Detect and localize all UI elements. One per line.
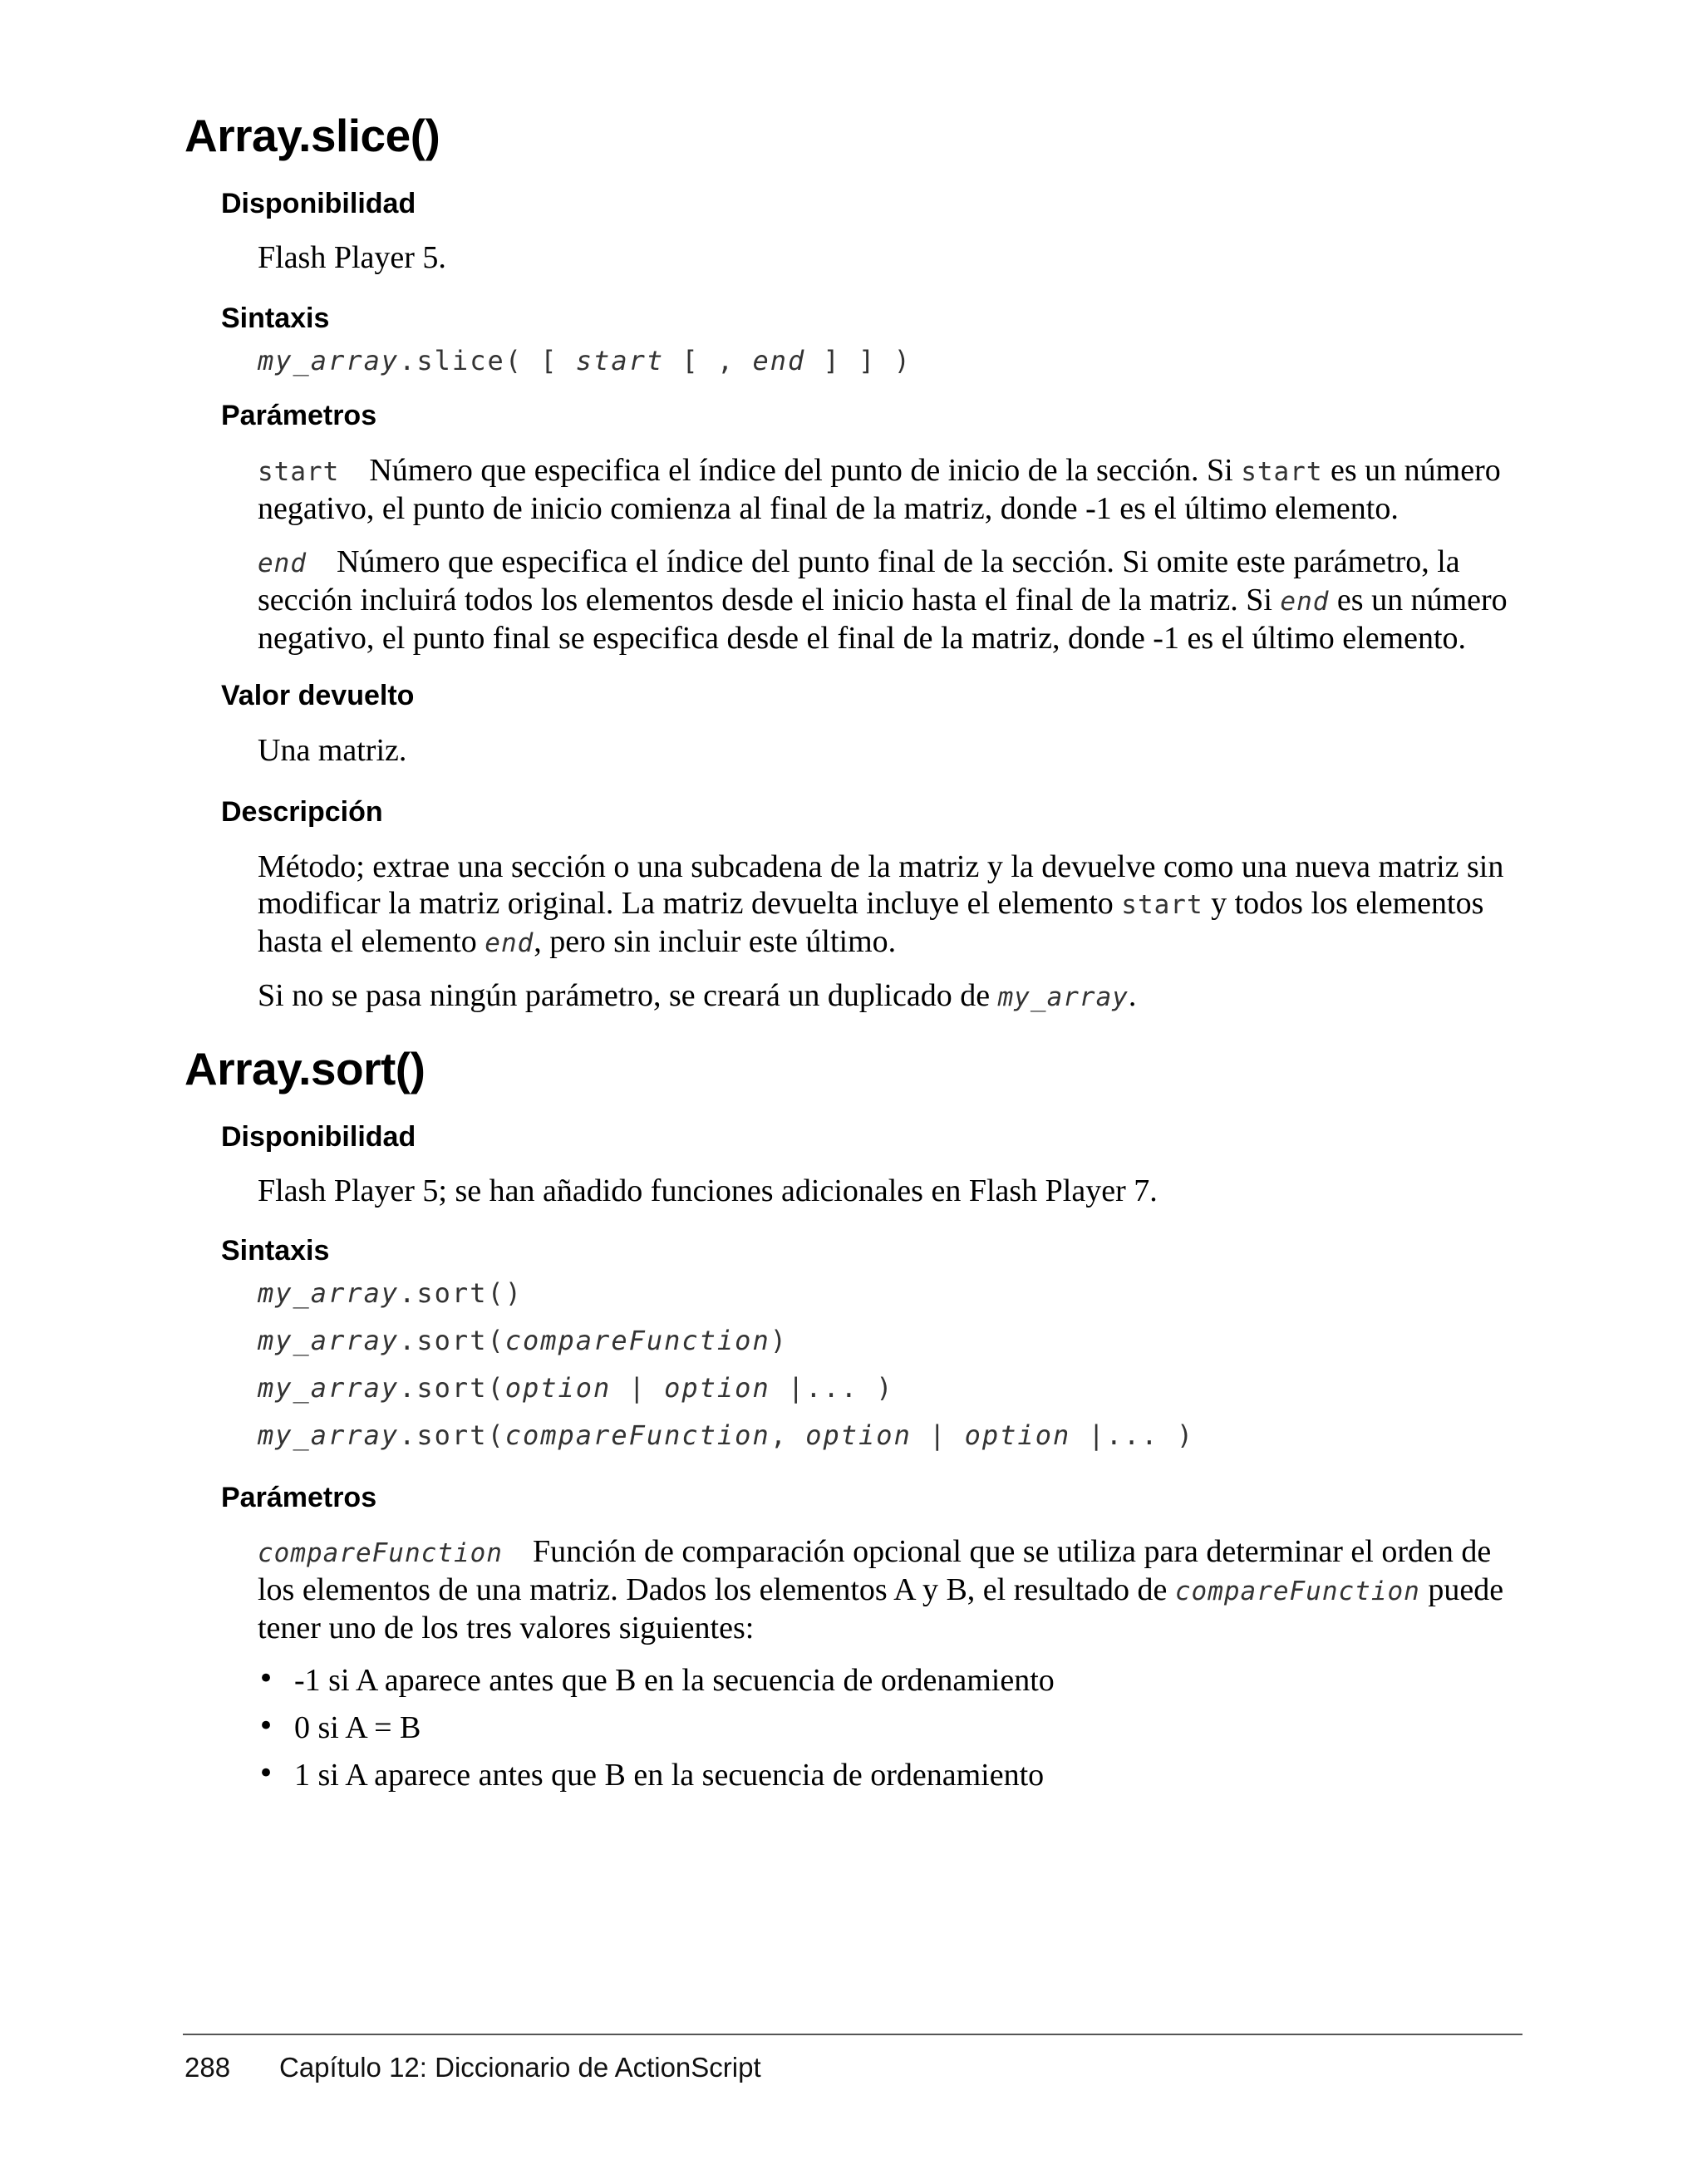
syntax-arg: option	[504, 1372, 612, 1404]
result-values-list	[258, 1662, 1055, 1804]
bullet-icon: •	[258, 1757, 275, 1790]
description-heading: Descripción	[221, 796, 383, 828]
syntax-method: .sort(	[399, 1372, 505, 1404]
syntax-punct: |... )	[1070, 1419, 1195, 1451]
syntax-punct: |	[911, 1419, 965, 1451]
syntax-arg-end: end	[752, 345, 806, 376]
syntax-arg: option	[664, 1372, 770, 1404]
return-text: Una matriz.	[258, 733, 407, 768]
syntax-line	[258, 1276, 523, 1310]
syntax-arg: compareFunction	[504, 1419, 770, 1451]
inline-code: end	[485, 928, 534, 958]
syntax-method: .sort(	[399, 1325, 505, 1356]
syntax-object: my_array	[258, 1419, 400, 1451]
availability-heading: Disponibilidad	[221, 188, 416, 219]
syntax-punct: |... )	[770, 1372, 894, 1404]
availability-text: Flash Player 5; se han añadido funciones adicionales en Flash Player 7.	[258, 1173, 1158, 1208]
param-term: compareFunction	[258, 1538, 503, 1568]
inline-code: start	[1121, 890, 1203, 920]
inline-code: compareFunction	[1174, 1577, 1420, 1606]
list-item-text: 0 si A = B	[294, 1710, 421, 1745]
param-description: Número que especifica el índice del punto de inicio de la sección. Si	[369, 453, 1242, 488]
syntax-punct: )	[770, 1325, 788, 1356]
syntax-arg: option	[805, 1419, 912, 1451]
description-text: Método; extrae una sección o una subcadena de la matriz y la devuelve como una nueva matriz sin modificar la matriz original. La matriz devuelta incluye el elemento	[258, 849, 1504, 921]
inline-code: my_array	[997, 982, 1129, 1012]
availability-text: Flash Player 5.	[258, 240, 446, 275]
inline-code: end	[1280, 587, 1330, 617]
param-term: end	[258, 548, 307, 578]
syntax-object: my_array	[258, 1372, 400, 1404]
syntax-line	[258, 344, 912, 377]
syntax-object: my_array	[258, 1277, 400, 1309]
syntax-arg-start: start	[575, 345, 665, 376]
list-item	[258, 1662, 1055, 1709]
list-item-text: 1 si A aparece antes que B en la secuencia de ordenamiento	[294, 1758, 1045, 1793]
syntax-method: .sort(	[399, 1419, 505, 1451]
list-item	[258, 1709, 1055, 1757]
param-description: Función de comparación opcional que se utiliza para determinar el orden de los elementos de una matriz. Dados los elementos A y B, el resultado de	[258, 1534, 1492, 1607]
bullet-icon: •	[258, 1709, 275, 1743]
parameters-heading: Parámetros	[221, 400, 377, 431]
syntax-line	[258, 1419, 1194, 1452]
page-number: 288	[184, 2052, 231, 2083]
parameters-heading: Parámetros	[221, 1482, 377, 1513]
syntax-method: .sort()	[399, 1277, 523, 1309]
syntax-method: .slice( [	[399, 345, 576, 376]
inline-code: start	[1241, 457, 1323, 487]
param-description: es un número negativo, el punto final se especifica desde el final de la matriz, donde -1 es el último elemento.	[258, 583, 1508, 656]
param-start	[258, 452, 1521, 527]
param-description: puede tener uno de los tres valores siguientes:	[258, 1572, 1504, 1645]
footer-rule	[183, 2034, 1522, 2035]
syntax-punct: |	[611, 1372, 665, 1404]
description-text: Si no se pasa ningún parámetro, se creará un duplicado de	[258, 978, 998, 1013]
syntax-punct: ,	[770, 1419, 806, 1451]
syntax-line	[258, 1371, 894, 1404]
syntax-object: my_array	[258, 1325, 400, 1356]
param-end	[258, 544, 1521, 657]
syntax-punct: [ ,	[664, 345, 753, 376]
chapter-title: Capítulo 12: Diccionario de ActionScript	[279, 2052, 761, 2083]
return-heading: Valor devuelto	[221, 680, 415, 711]
syntax-line	[258, 1324, 788, 1357]
syntax-heading: Sintaxis	[221, 303, 330, 334]
syntax-arg: option	[964, 1419, 1071, 1451]
description-paragraph	[258, 977, 1521, 1016]
param-term: start	[258, 457, 340, 487]
section-title-slice: Array.slice()	[184, 110, 440, 161]
param-description: es un número negativo, el punto de inicio comienza al final de la matriz, donde -1 es el último elemento.	[258, 453, 1501, 526]
description-text: , pero sin incluir este último.	[534, 924, 897, 959]
param-comparefunction	[258, 1533, 1521, 1646]
param-description: Número que especifica el índice del punto final de la sección. Si omite este parámetro, la sección incluirá todos los elementos desde el inicio hasta el final de la matriz. Si	[258, 544, 1460, 617]
description-text: .	[1128, 978, 1137, 1013]
description-paragraph	[258, 849, 1521, 962]
availability-heading: Disponibilidad	[221, 1121, 416, 1153]
description-text: y todos los elementos hasta el elemento	[258, 886, 1484, 959]
syntax-arg: compareFunction	[504, 1325, 770, 1356]
bullet-icon: •	[258, 1662, 275, 1695]
syntax-punct: ] ] )	[805, 345, 912, 376]
syntax-heading: Sintaxis	[221, 1235, 330, 1267]
list-item	[258, 1757, 1055, 1804]
section-title-sort: Array.sort()	[184, 1043, 426, 1094]
list-item-text: -1 si A aparece antes que B en la secuencia de ordenamiento	[294, 1663, 1055, 1698]
syntax-object: my_array	[258, 345, 400, 376]
